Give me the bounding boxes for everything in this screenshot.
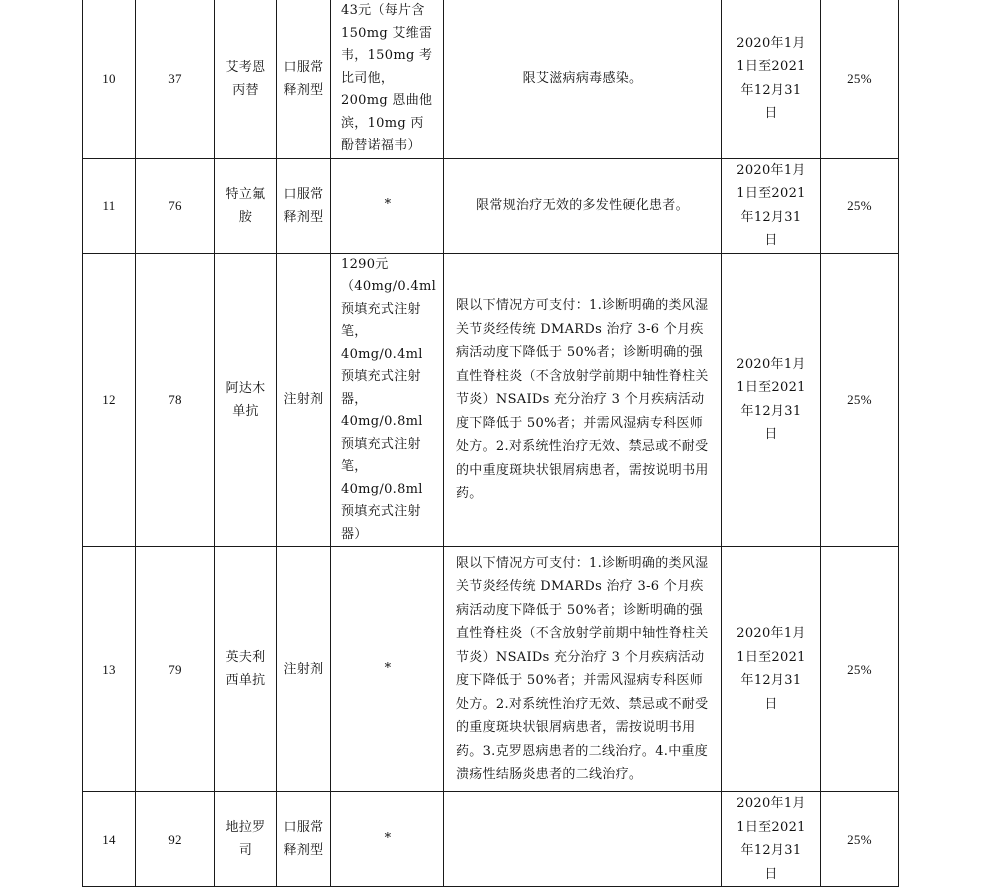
dosage-form: 口服常释剂型 (277, 792, 331, 887)
dosage-form: 注射剂 (277, 547, 331, 792)
row-code: 78 (136, 253, 215, 547)
row-seq: 10 (83, 0, 136, 158)
payment-standard: 1290元（40mg/0.4ml预填充式注射笔，40mg/0.4ml 预填充式注射器，40mg/0.8ml 预填充式注射笔，40mg/0.8ml 预填充式注射器） (331, 253, 444, 547)
dosage-form: 注射剂 (277, 253, 331, 547)
payment-scope: 限艾滋病病毒感染。 (444, 0, 722, 158)
self-pay-ratio: 25% (821, 158, 899, 253)
row-code: 76 (136, 158, 215, 253)
payment-standard: * (331, 792, 444, 887)
row-code: 92 (136, 792, 215, 887)
payment-standard: * (331, 158, 444, 253)
self-pay-ratio: 25% (821, 792, 899, 887)
self-pay-ratio: 25% (821, 253, 899, 547)
table-row (83, 547, 899, 792)
agreement-period: 2020年1月1日至2021年12月31日 (722, 547, 821, 792)
payment-standard: 43元（每片含150mg 艾维雷韦，150mg 考比司他，200mg 恩曲他滨，10mg 丙酚替诺福韦） (331, 0, 444, 158)
agreement-period: 2020年1月1日至2021年12月31日 (722, 0, 821, 158)
agreement-period: 2020年1月1日至2021年12月31日 (722, 158, 821, 253)
table-row (83, 0, 899, 158)
drug-list-table (82, 0, 899, 887)
payment-scope: 限常规治疗无效的多发性硬化患者。 (444, 158, 722, 253)
drug-name: 阿达木单抗 (215, 253, 277, 547)
payment-standard: * (331, 547, 444, 792)
payment-scope: 限以下情况方可支付：1.诊断明确的类风湿关节炎经传统 DMARDs 治疗 3-6 个月疾病活动度下降低于 50%者；诊断明确的强直性脊柱炎（不含放射学前期中轴性脊柱关节炎）NSAIDs 充分治疗 3 个月疾病活动度下降低于 50%者；并需风湿病专科医师处方。2.对系统性治疗无效、禁忌或不耐受的中重度斑块状银屑病患者，需按说明书用药。 (444, 253, 722, 547)
drug-name: 艾考恩丙替 (215, 0, 277, 158)
row-code: 79 (136, 547, 215, 792)
dosage-form: 口服常释剂型 (277, 158, 331, 253)
table-row (83, 792, 899, 887)
table-row (83, 253, 899, 547)
drug-name: 特立氟胺 (215, 158, 277, 253)
drug-name: 地拉罗司 (215, 792, 277, 887)
self-pay-ratio: 25% (821, 547, 899, 792)
row-seq: 11 (83, 158, 136, 253)
payment-scope (444, 792, 722, 887)
table-row (83, 158, 899, 253)
agreement-period: 2020年1月1日至2021年12月31日 (722, 253, 821, 547)
row-seq: 14 (83, 792, 136, 887)
dosage-form: 口服常释剂型 (277, 0, 331, 158)
self-pay-ratio: 25% (821, 0, 899, 158)
row-seq: 12 (83, 253, 136, 547)
payment-scope: 限以下情况方可支付：1.诊断明确的类风湿关节炎经传统 DMARDs 治疗 3-6 个月疾病活动度下降低于 50%者；诊断明确的强直性脊柱炎（不含放射学前期中轴性脊柱关节炎）NSAIDs 充分治疗 3 个月疾病活动度下降低于 50%者；并需风湿病专科医师处方。2.对系统性治疗无效、禁忌或不耐受的重度斑块状银屑病患者，需按说明书用药。3.克罗恩病患者的二线治疗。4.中重度溃疡性结肠炎患者的二线治疗。 (444, 547, 722, 792)
agreement-period: 2020年1月1日至2021年12月31日 (722, 792, 821, 887)
drug-name: 英夫利西单抗 (215, 547, 277, 792)
row-code: 37 (136, 0, 215, 158)
row-seq: 13 (83, 547, 136, 792)
